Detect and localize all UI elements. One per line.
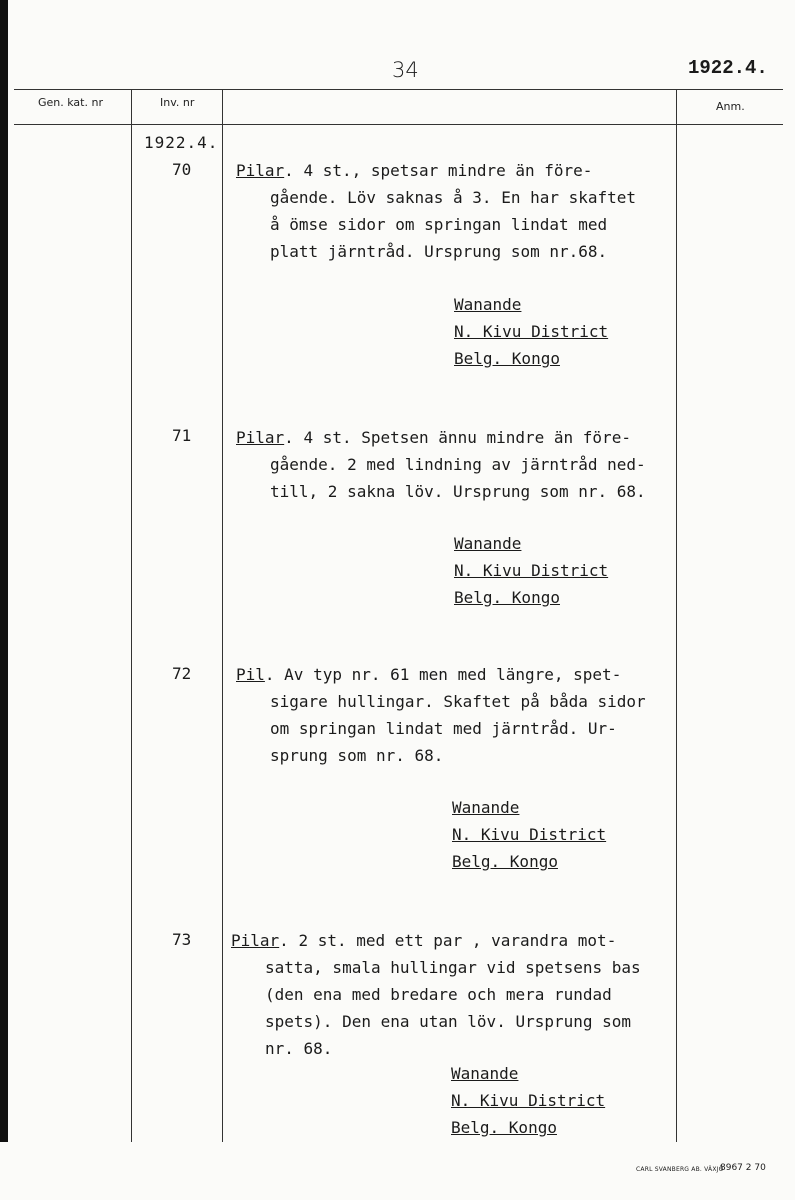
location-line: N. Kivu District [454, 322, 609, 341]
column-header-anm: Anm. [716, 100, 745, 113]
location-line: N. Kivu District [452, 825, 607, 844]
location-line: Belg. Kongo [454, 349, 560, 368]
header-top-rule [14, 89, 783, 90]
entry-line: platt järntråd. Ursprung som nr.68. [270, 242, 608, 261]
entry-name: Pil [236, 665, 265, 684]
entry-line: sigare hullingar. Skaftet på båda sidor [270, 692, 646, 711]
location-line: Wanande [451, 1064, 519, 1083]
year-label: 1922.4. [144, 133, 219, 152]
entry-line: om springan lindat med järntråd. Ur- [270, 719, 617, 738]
entry-location [454, 530, 608, 611]
page-number: 34 [392, 58, 419, 82]
entry-line: Pil. Av typ nr. 61 men med längre, spet- [236, 665, 622, 684]
entry-line: Pilar. 2 st. med ett par , varandra mot- [231, 931, 617, 950]
column-header-inv: Inv. nr [160, 96, 195, 109]
entry-name: Pilar [231, 931, 280, 950]
entry-name: Pilar [236, 428, 285, 447]
entry-line: å ömse sidor om springan lindat med [270, 215, 608, 234]
entry-line: Pilar. 4 st. Spetsen ännu mindre än före- [236, 428, 631, 447]
entry-line: gående. Löv saknas å 3. En har skaftet [270, 188, 637, 207]
entry-line: Pilar. 4 st., spetsar mindre än före- [236, 161, 593, 180]
inv-number: 72 [172, 664, 192, 683]
location-line: Belg. Kongo [451, 1118, 557, 1137]
inv-number: 71 [172, 426, 192, 445]
location-line: N. Kivu District [451, 1091, 606, 1110]
entry-location [454, 291, 608, 372]
inv-number: 73 [172, 930, 192, 949]
print-code: 8967 2 70 [720, 1163, 766, 1173]
entry-name: Pilar [236, 161, 285, 180]
entry-location [451, 1060, 605, 1141]
entry-description [231, 927, 671, 1062]
header-bottom-rule [14, 124, 783, 125]
column-divider-1 [131, 89, 132, 1142]
location-line: N. Kivu District [454, 561, 609, 580]
entry-line: sprung som nr. 68. [270, 746, 444, 765]
location-line: Belg. Kongo [454, 588, 560, 607]
entry-description [236, 157, 676, 265]
header-year: 1922.4. [688, 57, 768, 79]
column-divider-3 [676, 89, 677, 1142]
entry-line: nr. 68. [265, 1039, 333, 1058]
entry-description [236, 424, 676, 505]
entry-line: spets). Den ena utan löv. Ursprung som [265, 1012, 632, 1031]
printer-imprint: CARL SVANBERG AB. VÄXJÖ [636, 1166, 724, 1173]
inv-number: 70 [172, 160, 192, 179]
entry-line: (den ena med bredare och mera rundad [265, 985, 612, 1004]
entry-location [452, 794, 606, 875]
column-header-gen-kat: Gen. kat. nr [38, 96, 103, 109]
location-line: Wanande [454, 295, 522, 314]
entry-line: gående. 2 med lindning av järntråd ned- [270, 455, 646, 474]
entry-line: till, 2 sakna löv. Ursprung som nr. 68. [270, 482, 646, 501]
location-line: Wanande [452, 798, 520, 817]
column-divider-2 [222, 89, 223, 1142]
entry-description [236, 661, 676, 769]
location-line: Wanande [454, 534, 522, 553]
location-line: Belg. Kongo [452, 852, 558, 871]
binding-edge [0, 0, 8, 1142]
entry-line: satta, smala hullingar vid spetsens bas [265, 958, 641, 977]
